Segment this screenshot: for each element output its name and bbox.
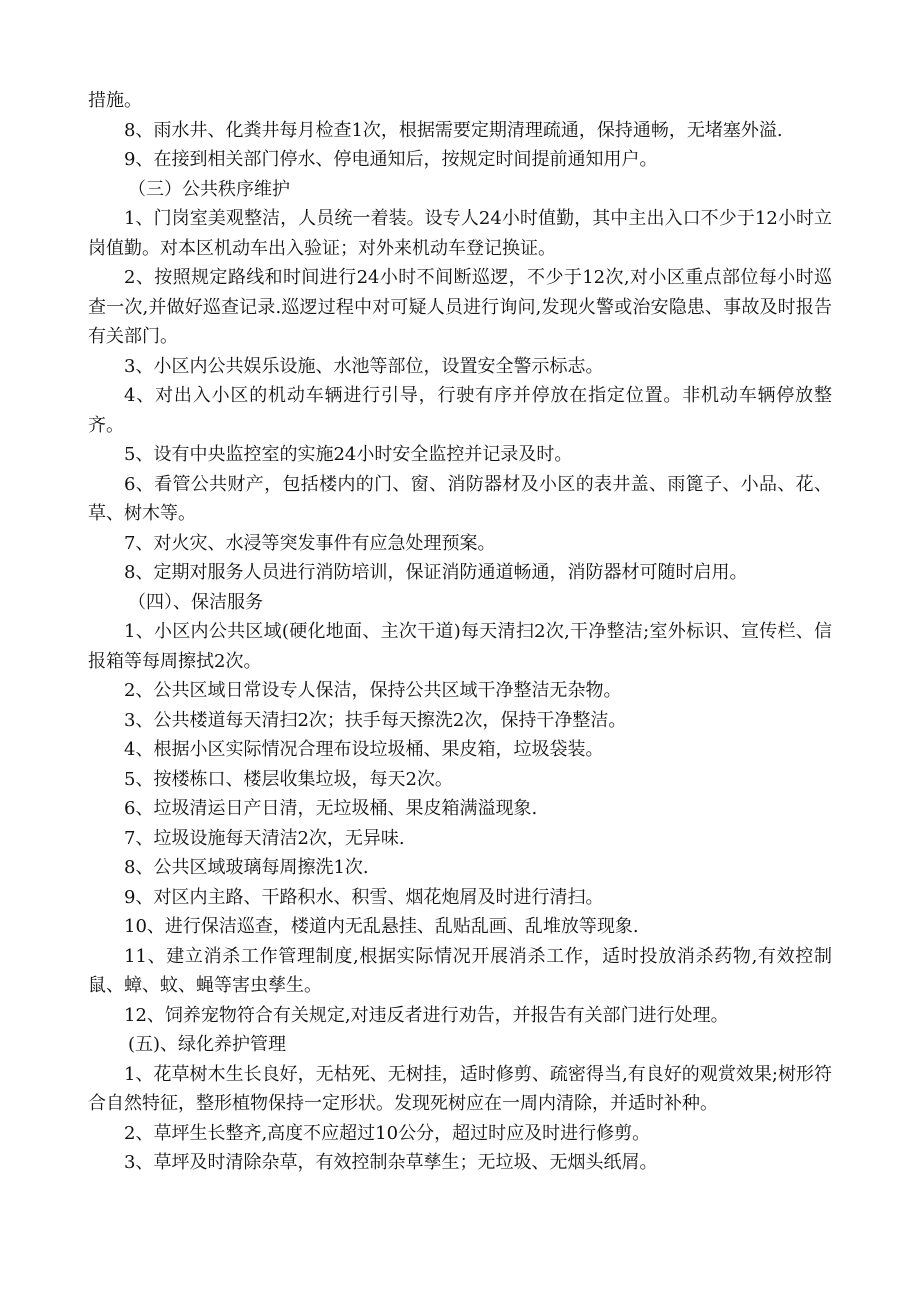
paragraph-cleaning-item-9: 9、对区内主路、干路积水、积雪、烟花炮屑及时进行清扫。 [124,886,604,908]
paragraph-greening-item-2: 2、草坪生长整齐,高度不应超过10公分，超过时应及时进行修剪。 [124,1122,651,1144]
paragraph-order-item-3: 3、小区内公共娱乐设施、水池等部位，设置安全警示标志。 [124,355,604,377]
section-heading-greening: (五)、绿化养护管理 [128,1034,287,1055]
paragraph-item-9-utility-notice: 9、在接到相关部门停水、停电通知后，按规定时间提前通知用户。 [124,149,658,170]
section-heading-public-order: （三）公共秩序维护 [128,178,290,200]
paragraph-continuation: 措施。 [88,90,142,111]
paragraph-cleaning-item-4: 4、根据小区实际情况合理布设垃圾桶、果皮箱，垃圾袋装。 [124,739,604,760]
paragraph-cleaning-item-7: 7、垃圾设施每天清洁2次，无异味. [124,827,405,849]
paragraph-order-item-4: 4、对出入小区的机动车辆进行引导，行驶有序并停放在指定位置。非机动车辆停放整齐。 [88,385,832,436]
paragraph-greening-item-3: 3、草坪及时清除杂草，有效控制杂草孳生；无垃圾、无烟头纸屑。 [124,1152,658,1173]
paragraph-cleaning-item-11: 11、建立消杀工作管理制度,根据实际情况开展消杀工作，适时投放消杀药物,有效控制鼠、蟑、蚊、蝇等害虫孳生。 [88,945,832,996]
paragraph-item-8-rainwater-wells: 8、雨水井、化粪井每月检查1次，根据需要定期清理疏通，保持通畅，无堵塞外溢. [124,119,783,141]
paragraph-order-item-8: 8、定期对服务人员进行消防培训，保证消防通道畅通，消防器材可随时启用。 [124,562,748,583]
paragraph-order-item-6: 6、看管公共财产，包括楼内的门、窗、消防器材及小区的表井盖、雨篦子、小品、花、草、树木等。 [88,473,832,524]
paragraph-cleaning-item-6: 6、垃圾清运日产日清，无垃圾桶、果皮箱满溢现象. [124,798,538,819]
paragraph-order-item-5: 5、设有中央监控室的实施24小时安全监控并记录及时。 [124,444,573,465]
paragraph-cleaning-item-1: 1、小区内公共区域(硬化地面、主次干道)每天清扫2次,干净整洁;室外标识、宣传栏、信报箱等每周擦拭2次。 [88,621,832,672]
paragraph-cleaning-item-8: 8、公共区域玻璃每周擦洗1次. [124,857,369,878]
paragraph-cleaning-item-12: 12、饲养宠物符合有关规定,对违反者进行劝告，并报告有关部门进行处理。 [124,1004,729,1026]
paragraph-cleaning-item-5: 5、按楼栋口、楼层收集垃圾，每天2次。 [124,768,453,790]
paragraph-cleaning-item-10: 10、进行保洁巡查，楼道内无乱悬挂、乱贴乱画、乱堆放等现象. [124,916,639,937]
paragraph-cleaning-item-2: 2、公共区域日常设专人保洁，保持公共区域干净整洁无杂物。 [124,680,622,701]
paragraph-order-item-7: 7、对火灾、水浸等突发事件有应急处理预案。 [124,532,496,554]
document-body [88,86,832,1178]
paragraph-greening-item-1: 1、花草树木生长良好，无枯死、无树挂，适时修剪、疏密得当,有良好的观赏效果;树形符合自然特征，整形植物保持一定形状。发现死树应在一周内清除，并适时补种。 [88,1063,832,1114]
paragraph-order-item-2: 2、按照规定路线和时间进行24小时不间断巡逻，不少于12次,对小区重点部位每小时巡查一次,并做好巡查记录.巡逻过程中对可疑人员进行询问,发现火警或治安隐患、事故及时报告有关部门。 [88,267,832,347]
section-heading-cleaning: （四）、保洁服务 [128,591,263,613]
paragraph-cleaning-item-3: 3、公共楼道每天清扫2次；扶手每天擦洗2次，保持干净整洁。 [124,709,627,731]
paragraph-order-item-1: 1、门岗室美观整洁，人员统一着装。设专人24小时值勤，其中主出入口不少于12小时立岗值勤。对本区机动车出入验证；对外来机动车登记换证。 [88,208,832,259]
